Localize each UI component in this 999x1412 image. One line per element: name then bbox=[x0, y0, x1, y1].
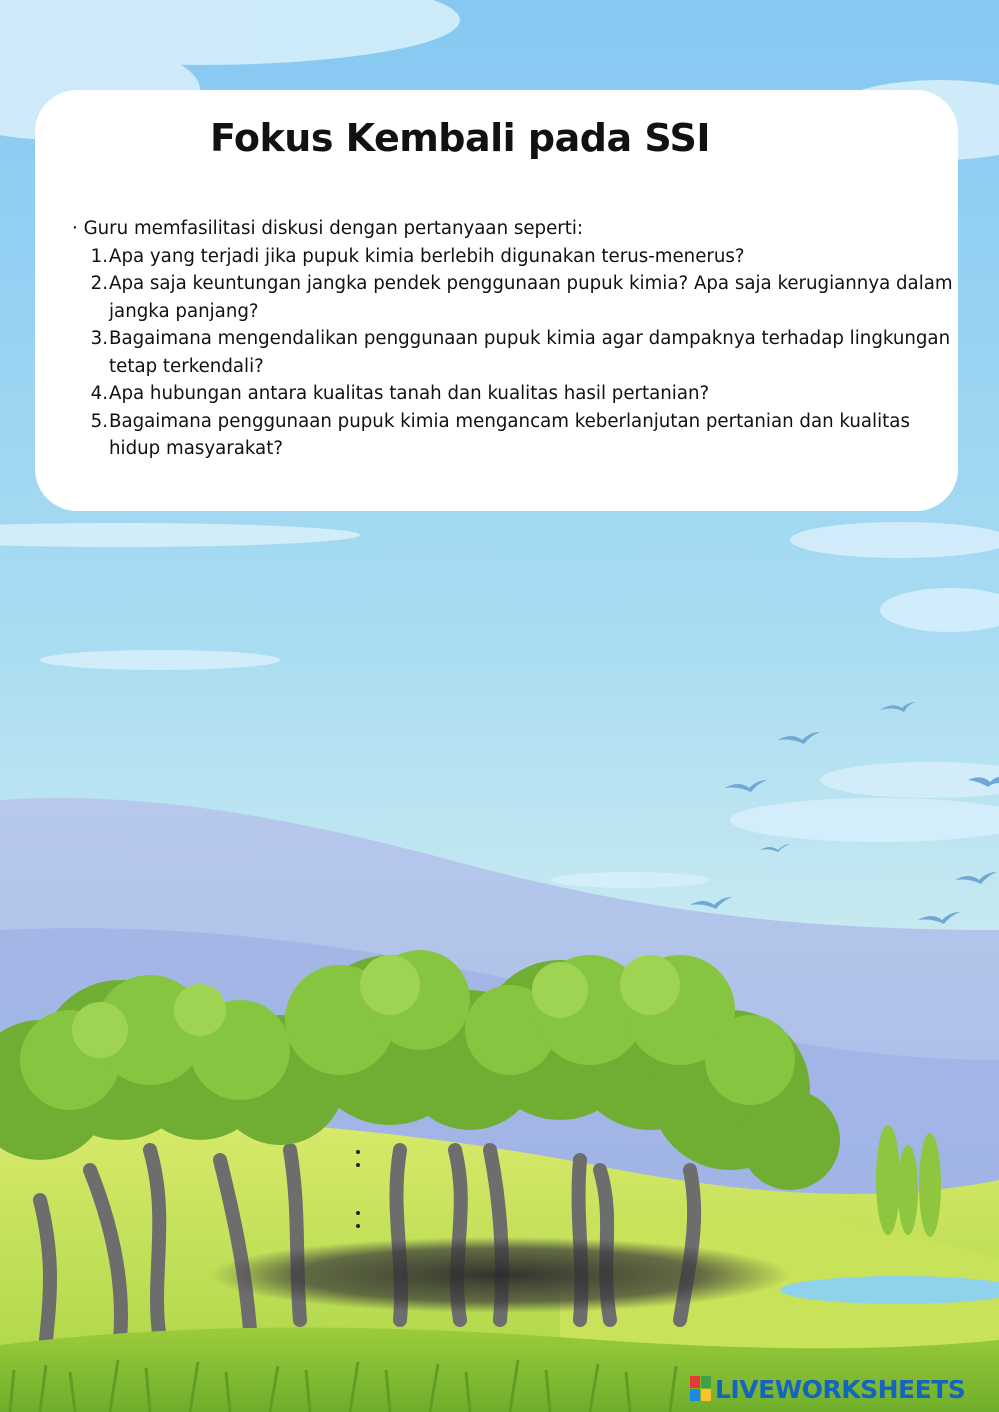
list-item bbox=[72, 270, 956, 325]
question-text: Apa saja keuntungan jangka pendek penggunaan pupuk kimia? Apa saja kerugiannya dalam jangka panjang? bbox=[109, 273, 953, 322]
question-number: 5. bbox=[90, 410, 108, 432]
question-list bbox=[72, 243, 956, 463]
question-number: 3. bbox=[90, 328, 108, 349]
question-number: 2. bbox=[90, 273, 108, 294]
ground-shadow bbox=[210, 1237, 790, 1313]
question-text: Bagaimana penggunaan pupuk kimia mengancam keberlanjutan pertanian dan kualitas hidup masyarakat? bbox=[109, 410, 910, 459]
bullet-dot bbox=[356, 1224, 360, 1228]
list-item bbox=[72, 243, 956, 271]
bullet-dot bbox=[356, 1211, 360, 1215]
liveworksheets-brand[interactable] bbox=[690, 1372, 990, 1406]
question-text: Bagaimana mengendalikan penggunaan pupuk kimia agar dampaknya terhadap lingkungan tetap terkendali? bbox=[109, 328, 951, 377]
question-text: Apa yang terjadi jika pupuk kimia berlebih digunakan terus-menerus? bbox=[109, 245, 745, 267]
page-title: Fokus Kembali pada SSI bbox=[209, 116, 711, 160]
liveworksheets-logo-icon bbox=[690, 1376, 712, 1402]
list-item bbox=[72, 380, 956, 408]
discussion-content bbox=[72, 215, 956, 463]
intro-text: · Guru memfasilitasi diskusi dengan pertanyaan seperti: bbox=[72, 218, 584, 239]
question-text: Apa hubungan antara kualitas tanah dan kualitas hasil pertanian? bbox=[109, 383, 710, 404]
bullet-dot bbox=[356, 1150, 360, 1154]
list-item bbox=[72, 408, 956, 463]
list-item bbox=[72, 325, 956, 380]
question-number: 4. bbox=[90, 383, 108, 404]
brand-name: LIVEWORKSHEETS bbox=[715, 1374, 966, 1404]
bullet-dot bbox=[356, 1163, 360, 1167]
question-number: 1. bbox=[90, 245, 108, 267]
